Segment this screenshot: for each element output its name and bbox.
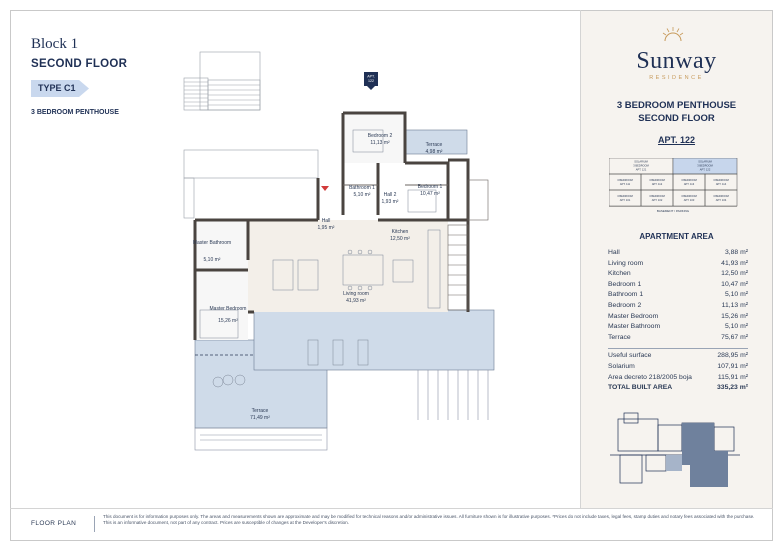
area-row [608, 323, 748, 334]
stack-base-label: BASEMENT / PARKING [656, 209, 690, 213]
footer-label: FLOOR PLAN [31, 520, 77, 527]
apartment-heading-line2: SECOND FLOOR [638, 113, 715, 124]
total-value: 288,95 m² [717, 352, 748, 360]
floor-plan [178, 20, 498, 475]
entrance-marker-icon [321, 186, 329, 191]
sun-logo-icon [662, 27, 684, 43]
apartment-heading [581, 99, 772, 125]
stack-cell: APT. 103 [683, 199, 695, 202]
area-row [608, 270, 748, 281]
area-label: Master Bathroom [608, 323, 661, 331]
area-table [608, 249, 748, 395]
area-label: Bathroom 1 [608, 291, 644, 299]
apt-tag-line2: 122 [368, 79, 374, 83]
stack-cell: 3 BEDROOM [633, 164, 649, 168]
area-row [608, 249, 748, 260]
area-value: 12,50 m² [721, 270, 748, 278]
stack-cell: APT. 104 [715, 199, 727, 202]
room-area: 12,50 m² [390, 236, 410, 242]
stack-cell: 3 BEDROOM [681, 179, 697, 182]
area-value: 5,10 m² [724, 323, 748, 331]
area-title: APARTMENT AREA [639, 232, 714, 241]
area-row [608, 334, 748, 345]
stack-cell: 3 BEDROOM [713, 179, 729, 182]
area-value: 75,67 m² [721, 333, 748, 341]
apartment-number: APT. 122 [657, 135, 696, 145]
area-value: 3,88 m² [724, 249, 748, 256]
room-label: Living room [343, 291, 369, 297]
right-stairs [448, 180, 488, 310]
apartment-heading-line1: 3 BEDROOM PENTHOUSE [616, 100, 737, 111]
total-value: 335,23 m² [717, 384, 748, 392]
area-row [608, 260, 748, 271]
stack-cell: APT. 102 [651, 199, 663, 202]
total-value: 107,91 m² [717, 362, 748, 370]
panel-divider [580, 10, 581, 508]
apt-tag-line1: APT. [367, 74, 375, 79]
total-label: Useful surface [608, 352, 652, 360]
total-row [608, 352, 748, 363]
total-row [608, 374, 748, 385]
room-area: 1,93 m² [381, 199, 399, 205]
room-label: Terrace [251, 408, 269, 414]
floor-title: SECOND FLOOR [31, 58, 128, 70]
total-label: Solarium [608, 362, 635, 370]
total-label: Area decreto 218/2005 boja [608, 373, 692, 381]
stack-cell: SOLARIUM [698, 160, 712, 164]
room-area: 1,95 m² [317, 225, 335, 231]
room-area: 41,93 m² [346, 298, 366, 304]
room-label: Master Bedroom [209, 306, 247, 312]
stack-cell: 3 BEDROOM [617, 195, 633, 198]
key-plan-neighbor [666, 455, 682, 471]
area-row [608, 313, 748, 324]
room-label: Bathroom 1 [349, 185, 375, 191]
area-label: Bedroom 1 [608, 280, 642, 288]
area-separator [608, 348, 748, 349]
type-badge [31, 80, 89, 97]
room-label: Hall [321, 218, 331, 224]
stack-cell: 3 BEDROOM [649, 195, 665, 198]
room-area: 4,98 m² [425, 149, 443, 155]
building-stack-diagram [609, 158, 743, 218]
area-value: 41,93 m² [721, 259, 748, 267]
room-area: 71,49 m² [250, 415, 270, 421]
area-value: 15,26 m² [721, 312, 748, 320]
plan-subtitle: 3 BEDROOM PENTHOUSE [31, 109, 119, 116]
area-row [608, 302, 748, 313]
room-label: Bedroom 1 [417, 184, 443, 190]
footer-bar [94, 516, 95, 532]
key-plan [610, 411, 740, 491]
type-badge-label: TYPE C1 [38, 83, 76, 93]
key-plan-highlight [682, 423, 728, 487]
terrace-front [254, 310, 494, 370]
stack-cell: APT. 101 [619, 199, 631, 202]
room-label: Kitchen [391, 229, 409, 235]
brand-name: Sunway [636, 48, 717, 74]
room-label: Hall 2 [383, 192, 397, 198]
stack-cell: APT. 114 [715, 183, 727, 186]
area-value: 10,47 m² [721, 280, 748, 288]
room-label: Master Bathroom [192, 240, 232, 246]
disclaimer-text: This document is for information purposes only. The areas and measurements shown are approximate and may be modified for technical reasons and/or administrative issues. All furniture shown is for illustrative purposes. *Prices do not include taxes, legal fees, stamp duties and notary fees associated with the purchase. This is an informative document, not part of any contract. Prices are susceptible of changes at the Developer's discretion. [103, 514, 755, 526]
stack-cell: APT. 122 [699, 168, 711, 172]
stack-cell: 3 BEDROOM [617, 179, 633, 182]
room-area: 15,26 m² [218, 318, 238, 324]
room-area: 10,47 m² [420, 191, 440, 197]
room-label: Terrace [425, 142, 443, 148]
area-label: Kitchen [608, 270, 631, 278]
stack-cell: SOLARIUM [634, 160, 648, 164]
neighbor-stairs [184, 52, 318, 218]
stack-cell: APT. 112 [651, 183, 663, 186]
room-area: 5,10 m² [353, 192, 371, 198]
stack-cell: 3 BEDROOM [681, 195, 697, 198]
total-row [608, 363, 748, 374]
stack-cell: 3 BEDROOM [697, 164, 713, 168]
total-value: 115,91 m² [717, 373, 748, 381]
area-row [608, 281, 748, 292]
total-label: TOTAL BUILT AREA [608, 384, 673, 392]
brand-subtitle: RESIDENCE [649, 75, 704, 81]
area-label: Master Bedroom [608, 312, 659, 320]
block-title: Block 1 [31, 36, 79, 52]
stack-cell: APT. 111 [619, 183, 631, 186]
area-label: Bedroom 2 [608, 301, 642, 309]
area-value: 11,13 m² [721, 301, 748, 309]
stack-cell: APT. 121 [635, 168, 647, 172]
stack-cell: 3 BEDROOM [649, 179, 665, 182]
area-label: Living room [608, 259, 644, 267]
total-built-row [608, 384, 748, 395]
stack-cell: 3 BEDROOM [713, 195, 729, 198]
area-label: Hall [608, 249, 620, 256]
room-label: Bedroom 2 [367, 133, 393, 139]
area-label: Terrace [608, 333, 631, 341]
area-row [608, 291, 748, 302]
stack-cell: APT. 113 [683, 183, 695, 186]
room-area: 11,13 m² [370, 140, 390, 146]
footer-divider [10, 508, 773, 509]
room-area: 5,10 m² [203, 257, 221, 263]
area-value: 5,10 m² [724, 291, 748, 299]
